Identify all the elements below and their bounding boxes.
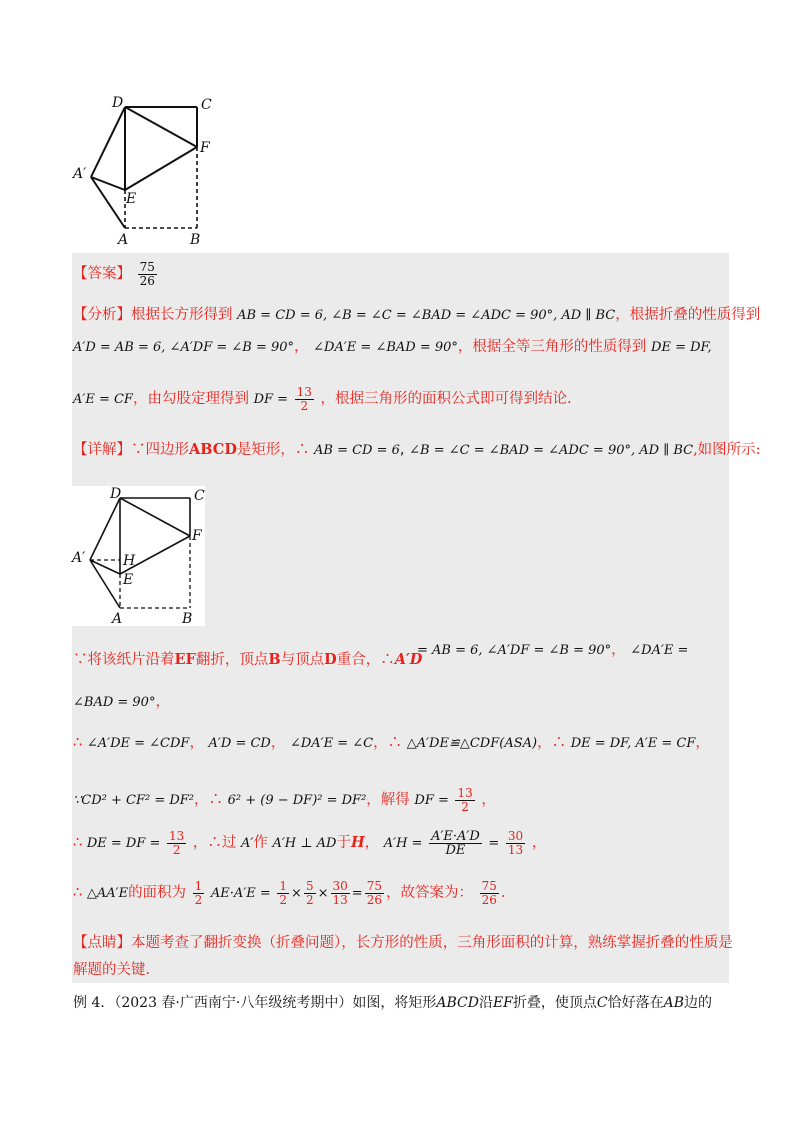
detail-line: 【详解】∵四边形ABCD是矩形，∴ AB = CD = 6, ∠B = ∠C = ∠BAD = ∠ADC = 90°, AD ∥ BC,如图所示: <box>73 441 761 458</box>
comment-line-1: 【点睛】本题考查了翻折变换（折叠问题），长方形的性质，三角形面积的计算，熟练掌握折叠的性质是 <box>73 935 733 951</box>
fig1-label-a-prime: A′ <box>73 166 87 182</box>
fig2-label-a: A <box>112 611 123 626</box>
answer-tag: 【答案】 <box>73 266 131 282</box>
answer-fraction: $\frac{75}{26}$ <box>139 259 155 288</box>
detail-line-1: ∵将该纸片沿着EF翻折，顶点B与顶点D重合，∴A′D <box>73 651 423 668</box>
fig2-label-h: H <box>123 553 136 569</box>
fig1-label-b: B <box>190 232 201 248</box>
figure-1 <box>70 95 230 255</box>
detail-line-3: ∴ ∠A′DE = ∠CDF， A′D = CD， ∠DA′E = ∠C，∴ △A′DE≌△CDF(ASA)，∴ DE = DF, A′E = CF， <box>73 735 710 751</box>
fig2-label-e: E <box>123 572 134 588</box>
fig2-label-f: F <box>192 528 202 544</box>
analysis-line-1: 【分析】根据长方形得到 AB = CD = 6, ∠B = ∠C = ∠BAD = ∠ADC = 90°, AD ∥ BC，根据折叠的性质得到 <box>73 307 761 323</box>
detail-line-2: ∠BAD = 90°， <box>73 694 170 710</box>
figure-2 <box>70 486 205 626</box>
fig1-label-a: A <box>118 232 129 248</box>
analysis-line-3: A′E = CF，由勾股定理得到 DF = $\frac{13}{2}$ ，根据三角形的面积公式即可得到结论. <box>73 384 572 413</box>
fig2-label-c: C <box>194 488 205 504</box>
fig1-label-e: E <box>126 191 137 207</box>
detail-line-4: ∵CD² + CF² = DF²，∴ 6² + (9 − DF)² = DF²，解得 DF = $\frac{13}{2}$ ， <box>73 785 496 814</box>
fig1-label-c: C <box>201 97 212 113</box>
fig2-label-a-prime: A′ <box>72 550 86 566</box>
fig1-label-f: F <box>200 140 210 156</box>
fig1-label-d: D <box>112 95 124 111</box>
example-4-line: 例 4．（2023 春·广西南宁·八年级统考期中）如图，将矩形ABCD沿EF折叠，使顶点C恰好落在AB边的 <box>73 995 713 1011</box>
fig2-label-d: D <box>110 486 122 502</box>
analysis-line-2: A′D = AB = 6, ∠A′DF = ∠B = 90°， ∠DA′E = ∠BAD = 90°，根据全等三角形的性质得到 DE = DF, <box>73 339 712 355</box>
detail-line-1-math: = AB = 6, ∠A′DF = ∠B = 90°， ∠DA′E = <box>417 642 689 658</box>
fig2-label-b: B <box>182 611 193 626</box>
answer-line <box>73 260 159 288</box>
comment-line-2: 解题的关键. <box>73 962 151 978</box>
detail-line-6: ∴ △AA′E的面积为 $\frac{1}{2}$ AE·A′E = $\frac{1}{2}$ × $\frac{5}{2}$ × $\frac{30}{13}$ = $\frac{75}{26}$ ，故答案为： $\frac{75}{26}$ . <box>73 878 506 907</box>
detail-line-5: ∴ DE = DF = $\frac{13}{2}$ ，∴过 A′作 A′H ⊥ AD于H， A′H = $\frac{A'E\cdot A'D}{DE}$ = $\frac{30}{13}$ ， <box>73 828 547 858</box>
